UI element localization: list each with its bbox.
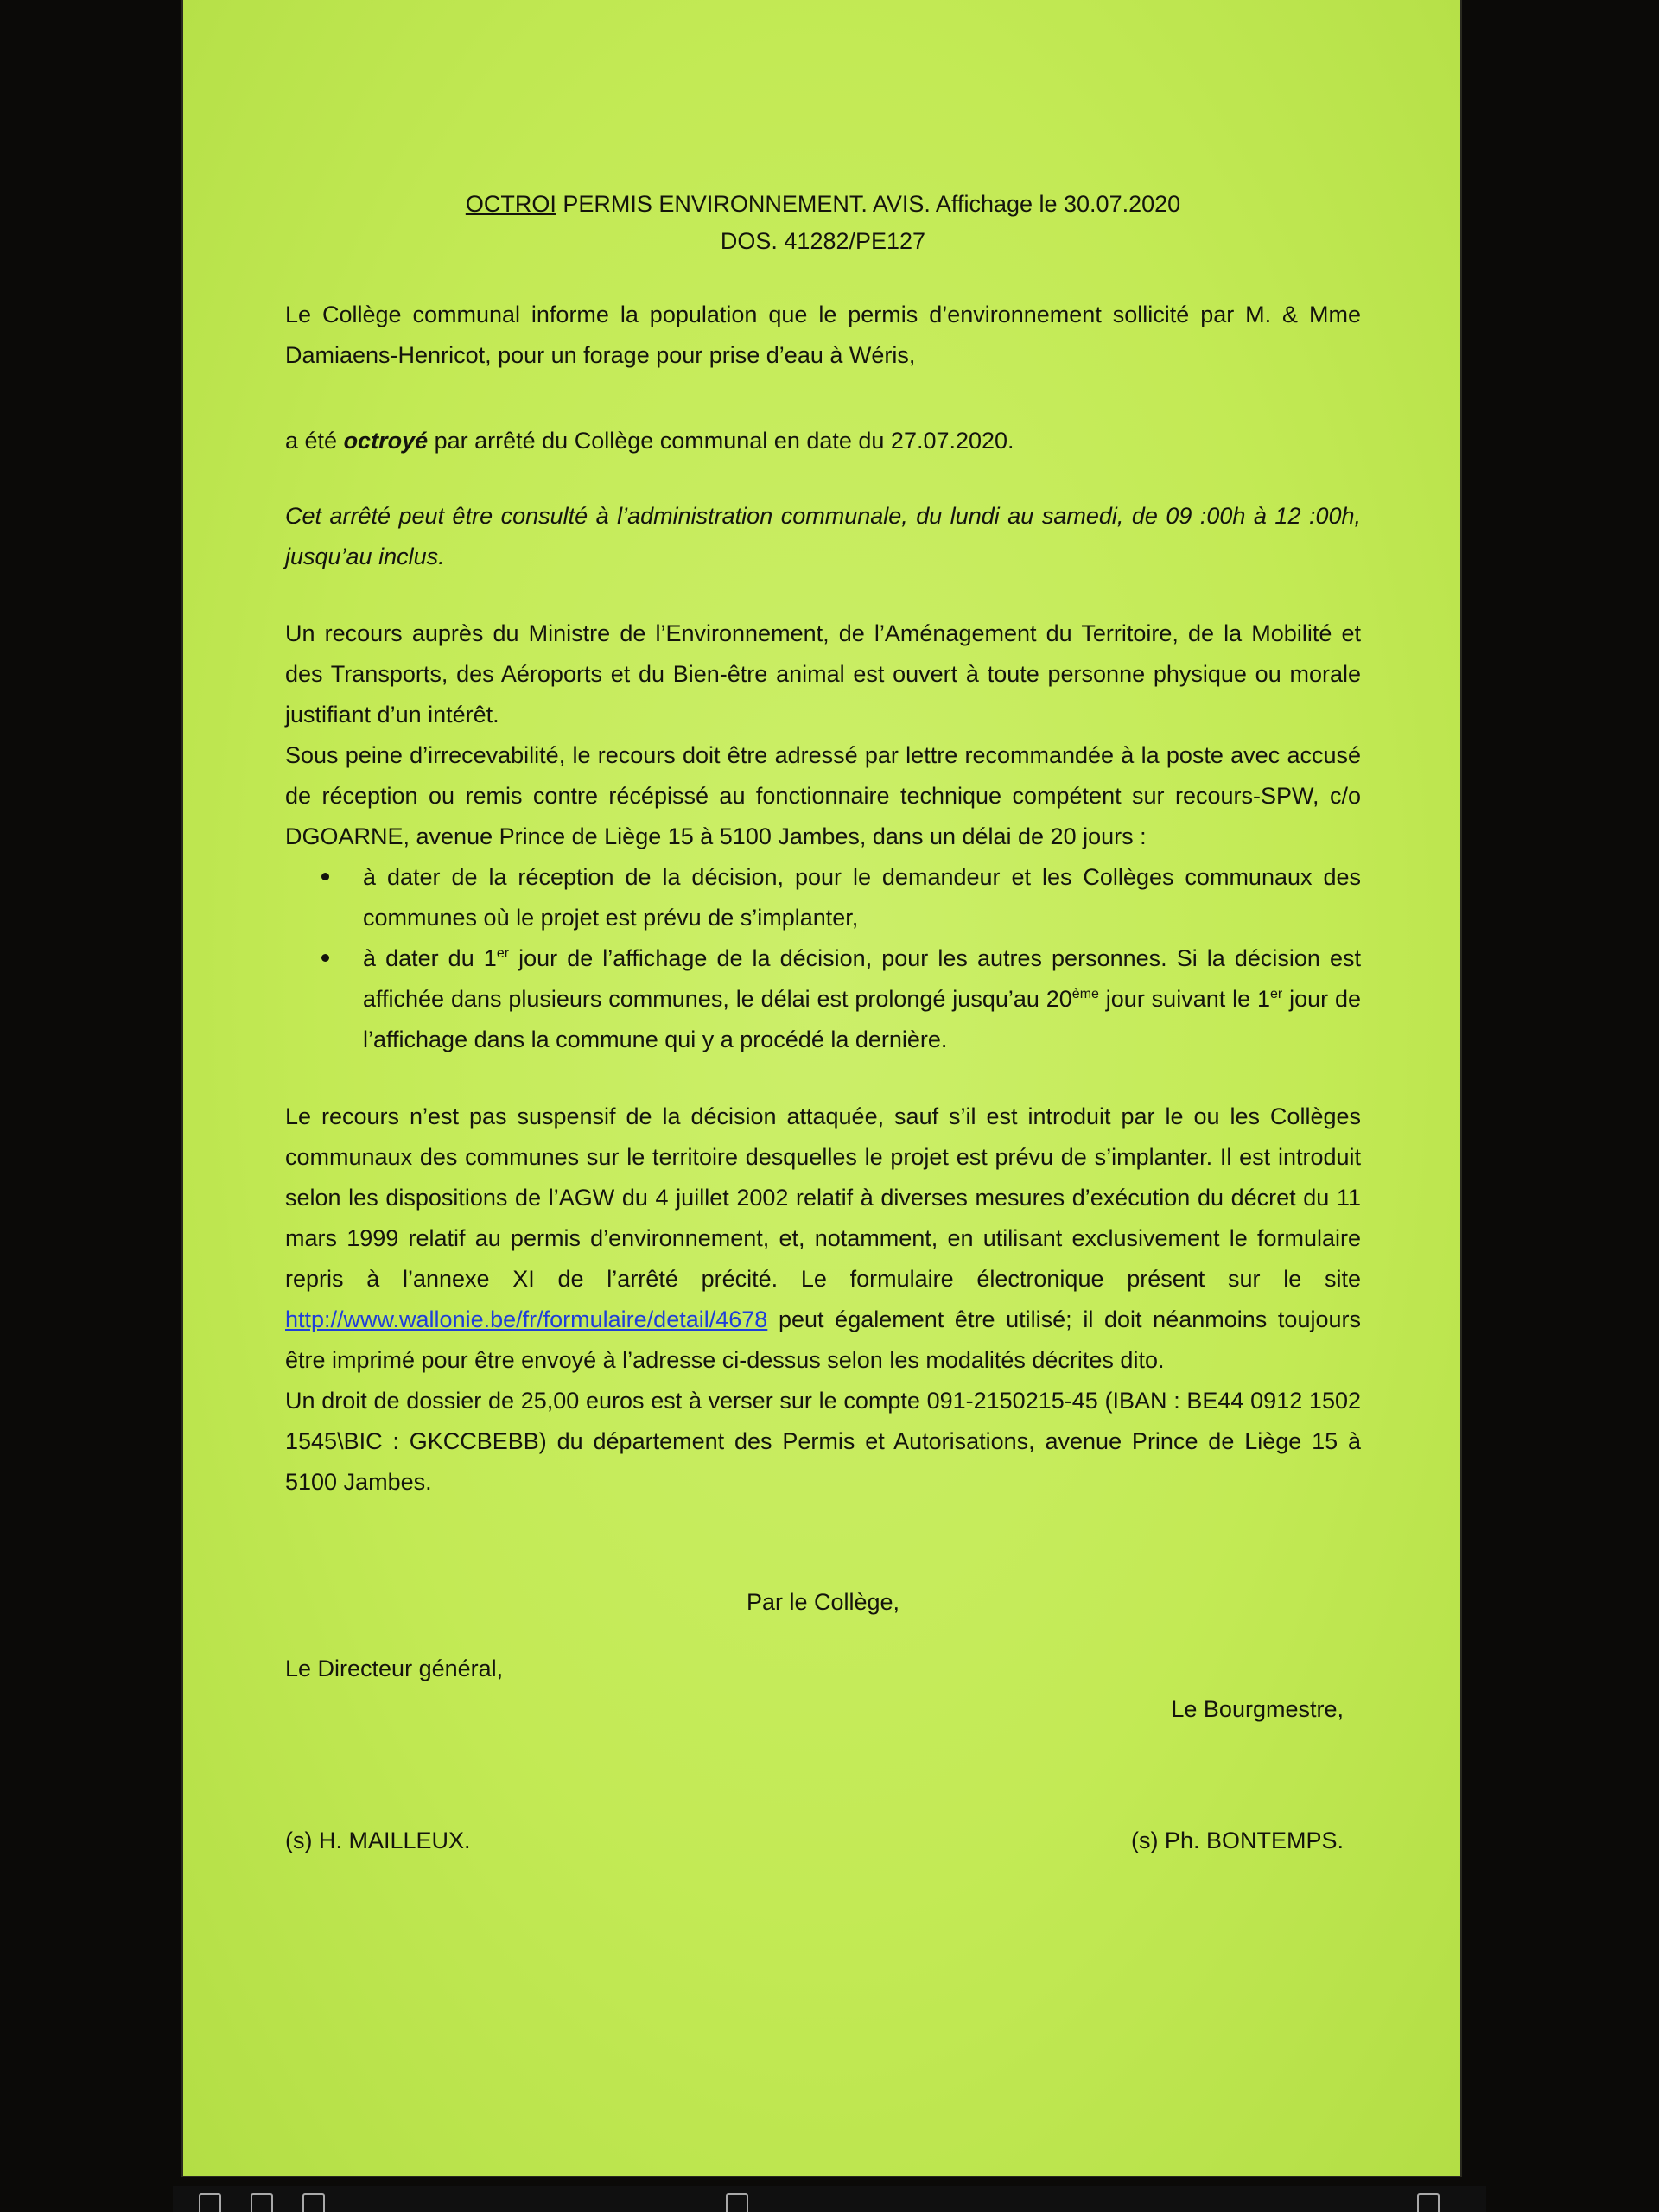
superscript: er: [1269, 987, 1283, 1001]
signatures: [285, 1821, 1361, 1861]
paragraph-fee: Un droit de dossier de 25,00 euros est à verser sur le compte 091-2150215-45 (IBAN : BE44 0912 1502 1545\BIC : GKCCBEBB) du département des Permis et Autorisations, avenue Prince de Liège 15 à 5100 Jambes.: [285, 1388, 1361, 1495]
signature-right: (s) Ph. BONTEMPS.: [1130, 1827, 1344, 1853]
granted-before: a été: [285, 428, 344, 454]
bullet-icon: [321, 873, 329, 880]
bullet-text-c: jour suivant le 1: [1098, 986, 1270, 1012]
paragraph-granted: [285, 421, 1361, 461]
directeur-title: Le Directeur général,: [285, 1656, 504, 1681]
app-icon[interactable]: [726, 2193, 748, 2212]
document-screen: [183, 0, 1460, 2176]
paragraph-appeal: Un recours auprès du Ministre de l’Environnement, de l’Aménagement du Territoire, de la Mobilité et des Transports, des Aéroports et du Bien-être animal est ouvert à toute personne physique ou morale justifiant d’un intérêt.: [285, 620, 1361, 728]
dossier-number: DOS. 41282/PE127: [720, 228, 926, 254]
signature-left: (s) H. MAILLEUX.: [285, 1827, 471, 1853]
document-title: [285, 186, 1361, 223]
bourgmestre-title: Le Bourgmestre,: [1171, 1696, 1344, 1722]
paragraph-appeal-procedure: Sous peine d’irrecevabilité, le recours doit être adressé par lettre recommandée à la poste avec accusé de réception ou remis contre récépissé au fonctionnaire technique compétent sur recours-SPW, c/o DGOARNE, avenue Prince de Liège 15 à 5100 Jambes, dans un délai de 20 jours :: [285, 742, 1361, 849]
list-item: [285, 938, 1361, 1060]
title-rest: PERMIS ENVIRONNEMENT. AVIS. Affichage le 30.07.2020: [556, 191, 1181, 217]
granted-after: par arrêté du Collège communal en date du 27.07.2020.: [428, 428, 1014, 454]
paragraph-announcement: Le Collège communal informe la population que le permis d’environnement sollicité par M. & Mme Damiaens-Henricot, pour un forage pour prise d’eau à Wéris,: [285, 302, 1361, 368]
form-link[interactable]: http://www.wallonie.be/fr/formulaire/detail/4678: [285, 1306, 768, 1332]
search-icon[interactable]: [251, 2193, 273, 2212]
bullet-text-a: à dater du 1: [363, 945, 497, 971]
taskbar: [173, 2186, 1486, 2212]
superscript: er: [496, 946, 510, 961]
deadline-list: [285, 857, 1361, 1060]
paragraph-recourse-details: [285, 1096, 1361, 1381]
notification-icon[interactable]: [1417, 2193, 1440, 2212]
bullet-text: à dater de la réception de la décision, pour le demandeur et les Collèges communaux des communes où le projet est prévu de s’implanter,: [363, 864, 1361, 931]
par-le-college: Par le Collège,: [746, 1589, 900, 1615]
notice-document: [285, 186, 1361, 1861]
superscript: ème: [1071, 987, 1099, 1001]
signatory-titles: [285, 1649, 1361, 1689]
bullet-text-d: jour de l’affichage dans la commune qui y a procédé la dernière.: [363, 986, 1362, 1052]
list-item: [285, 857, 1361, 938]
bullet-icon: [321, 954, 329, 962]
granted-word: octroyé: [343, 428, 429, 454]
paragraph-consultation: Cet arrêté peut être consulté à l’administration communale, du lundi au samedi, de 09 :00h à 12 :00h, jusqu’au inclus.: [285, 503, 1361, 569]
title-octroi: OCTROI: [465, 191, 556, 217]
bullet-text-b: jour de l’affichage de la décision, pour les autres personnes. Si la décision est affichée dans plusieurs communes, le délai est prolongé jusqu’au 20: [363, 945, 1361, 1012]
start-icon[interactable]: [199, 2193, 221, 2212]
signatory-titles-right: [285, 1689, 1361, 1730]
recourse-text-after: peut également être utilisé; il doit néanmoins toujours être imprimé pour être envoyé à l’adresse ci-dessus selon les modalités décrites dito.: [285, 1306, 1361, 1373]
task-view-icon[interactable]: [302, 2193, 325, 2212]
recourse-text: Le recours n’est pas suspensif de la décision attaquée, sauf s’il est introduit par le ou les Collèges communaux des communes sur le territoire desquelles le projet est prévu de s’implanter. Il est introduit selon les dispositions de l’AGW du 4 juillet 2002 relatif à diverses mesures d’exécution du décret du 11 mars 1999 relatif au permis d’environnement, et, notamment, en utilisant exclusivement le formulaire repris à l’annexe XI de l’arrêté précité. Le formulaire électronique présent sur le site: [285, 1103, 1361, 1292]
